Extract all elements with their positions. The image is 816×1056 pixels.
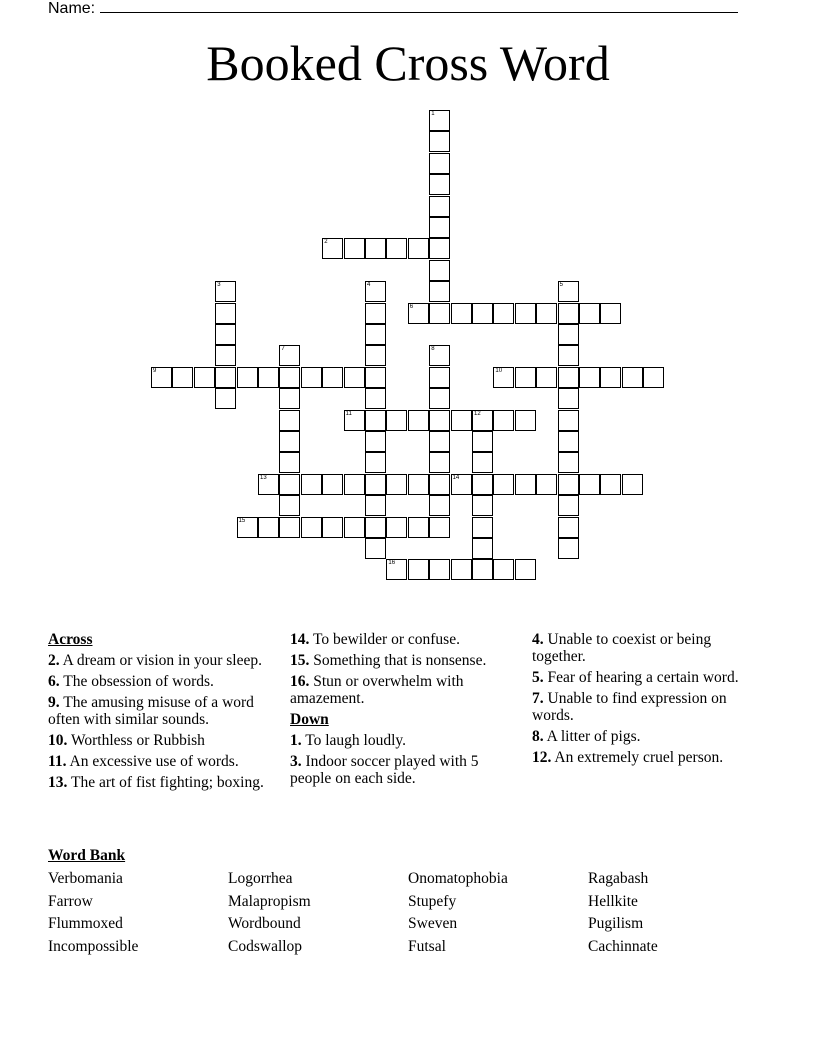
grid-cell[interactable] — [515, 303, 536, 324]
clue-number: 1. — [290, 732, 302, 749]
grid-cell[interactable] — [194, 367, 215, 388]
clue-text: An excessive use of words. — [66, 753, 239, 770]
clue-number: 2. — [48, 652, 60, 669]
word-bank-item: Hellkite — [588, 892, 638, 910]
grid-cell[interactable] — [258, 367, 279, 388]
grid-cell[interactable] — [472, 431, 493, 452]
grid-cell[interactable] — [365, 452, 386, 473]
clue-item — [290, 652, 518, 669]
cell-number: 11 — [345, 410, 352, 417]
clue-text: The art of fist fighting; boxing. — [67, 774, 264, 791]
word-bank-item: Verbomania — [48, 870, 123, 887]
grid-cell[interactable] — [429, 174, 450, 195]
word-bank-item: Malapropism — [228, 892, 311, 910]
grid-cell[interactable] — [579, 367, 600, 388]
grid-cell[interactable] — [558, 388, 579, 409]
cell-number: 9 — [153, 367, 157, 374]
name-label: Name: — [48, 0, 96, 17]
clue-item — [290, 631, 518, 648]
grid-cell[interactable] — [365, 388, 386, 409]
clue-number: 10. — [48, 732, 68, 749]
grid-cell[interactable] — [279, 452, 300, 473]
word-bank-item: Pugilism — [588, 915, 644, 932]
cell-number: 2 — [324, 239, 328, 246]
grid-cell[interactable] — [429, 110, 450, 131]
grid-cell[interactable] — [493, 410, 514, 431]
grid-cell[interactable] — [622, 474, 643, 495]
clue-number: 4. — [532, 631, 544, 648]
grid-cell[interactable] — [215, 324, 236, 345]
grid-cell[interactable] — [429, 196, 450, 217]
grid-cell[interactable] — [451, 303, 472, 324]
clue-number: 15. — [290, 652, 310, 669]
clue-text: To bewilder or confuse. — [309, 631, 460, 648]
grid-cell[interactable] — [344, 367, 365, 388]
grid-cell[interactable] — [515, 367, 536, 388]
grid-cell[interactable] — [558, 538, 579, 559]
clue-text: Fear of hearing a certain word. — [543, 669, 739, 686]
grid-cell[interactable] — [322, 474, 343, 495]
cell-number: 7 — [281, 346, 285, 353]
grid-cell[interactable] — [472, 452, 493, 473]
grid-cell[interactable] — [215, 388, 236, 409]
grid-cell[interactable] — [558, 474, 579, 495]
clue-number: 3. — [290, 753, 302, 770]
grid-cell[interactable] — [386, 559, 407, 580]
clue-item — [532, 749, 764, 766]
grid-cell[interactable] — [558, 517, 579, 538]
grid-cell[interactable] — [365, 517, 386, 538]
clue-number: 7. — [532, 690, 544, 707]
clue-item — [48, 774, 276, 791]
clue-item — [532, 690, 764, 724]
grid-cell[interactable] — [301, 367, 322, 388]
clue-text: A litter of pigs. — [543, 728, 641, 745]
clue-item — [48, 732, 276, 749]
grid-cell[interactable] — [579, 474, 600, 495]
clue-number: 5. — [532, 669, 544, 686]
grid-cell[interactable] — [365, 474, 386, 495]
grid-cell[interactable] — [322, 517, 343, 538]
grid-cell[interactable] — [344, 474, 365, 495]
clue-item — [532, 728, 764, 745]
grid-cell[interactable] — [579, 303, 600, 324]
grid-cell[interactable] — [258, 517, 279, 538]
clue-item — [290, 732, 518, 749]
word-bank-item: Stupefy — [408, 892, 457, 910]
clue-text: Unable to coexist or being together. — [532, 631, 712, 665]
grid-cell[interactable] — [643, 367, 664, 388]
word-bank-item: Logorrhea — [228, 870, 293, 887]
grid-cell[interactable] — [429, 452, 450, 473]
grid-cell[interactable] — [386, 410, 407, 431]
grid-cell[interactable] — [215, 367, 236, 388]
cell-number: 10 — [495, 367, 503, 374]
clue-item — [48, 694, 276, 728]
grid-cell[interactable] — [408, 559, 429, 580]
grid-cell[interactable] — [215, 345, 236, 366]
grid-cell[interactable] — [365, 431, 386, 452]
clues-column-2 — [290, 631, 518, 791]
grid-cell[interactable] — [558, 452, 579, 473]
grid-cell[interactable] — [536, 303, 557, 324]
grid-cell[interactable] — [365, 538, 386, 559]
clue-number: 8. — [532, 728, 544, 745]
grid-cell[interactable] — [493, 474, 514, 495]
grid-cell[interactable] — [558, 281, 579, 302]
grid-cell[interactable] — [429, 303, 450, 324]
grid-cell[interactable] — [344, 517, 365, 538]
grid-cell[interactable] — [515, 410, 536, 431]
grid-cell[interactable] — [151, 367, 172, 388]
grid-cell[interactable] — [408, 517, 429, 538]
clue-item — [48, 652, 276, 669]
grid-cell[interactable] — [279, 474, 300, 495]
clue-number: 14. — [290, 631, 310, 648]
page-title: Booked Cross Word — [206, 35, 610, 91]
clue-text: Indoor soccer played with 5 people on each side. — [290, 753, 479, 787]
word-bank-item: Wordbound — [228, 915, 301, 932]
grid-cell[interactable] — [279, 345, 300, 366]
grid-cell[interactable] — [279, 431, 300, 452]
grid-cell[interactable] — [322, 238, 343, 259]
word-bank-item: Cachinnate — [588, 937, 658, 955]
grid-cell[interactable] — [429, 388, 450, 409]
grid-cell[interactable] — [215, 303, 236, 324]
grid-cell[interactable] — [279, 388, 300, 409]
grid-cell[interactable] — [451, 559, 472, 580]
grid-cell[interactable] — [344, 410, 365, 431]
grid-cell[interactable] — [279, 495, 300, 516]
grid-cell[interactable] — [429, 345, 450, 366]
clue-text: A dream or vision in your sleep. — [59, 652, 262, 669]
grid-cell[interactable] — [558, 431, 579, 452]
clue-text: Unable to find expression on words. — [532, 690, 727, 724]
grid-cell[interactable] — [408, 410, 429, 431]
grid-cell[interactable] — [600, 474, 621, 495]
grid-cell[interactable] — [322, 367, 343, 388]
grid-cell[interactable] — [493, 559, 514, 580]
word-bank-item: Codswallop — [228, 937, 303, 955]
clues-column-3 — [532, 631, 764, 770]
cell-number: 14 — [452, 474, 460, 481]
clue-number: 11. — [48, 753, 67, 770]
grid-cell[interactable] — [493, 303, 514, 324]
grid-cell[interactable] — [472, 303, 493, 324]
grid-cell[interactable] — [429, 281, 450, 302]
grid-cell[interactable] — [429, 495, 450, 516]
clue-item — [532, 669, 764, 686]
grid-cell[interactable] — [622, 367, 643, 388]
grid-cell[interactable] — [429, 474, 450, 495]
grid-cell[interactable] — [365, 281, 386, 302]
cell-number: 4 — [367, 282, 371, 289]
grid-cell[interactable] — [472, 538, 493, 559]
grid-cell[interactable] — [215, 281, 236, 302]
clues-column-1 — [48, 631, 276, 795]
grid-cell[interactable] — [172, 367, 193, 388]
word-bank-title: Word Bank — [48, 847, 126, 864]
grid-cell[interactable] — [365, 495, 386, 516]
grid-cell[interactable] — [386, 517, 407, 538]
grid-cell[interactable] — [429, 217, 450, 238]
grid-cell[interactable] — [344, 238, 365, 259]
grid-cell[interactable] — [558, 410, 579, 431]
grid-cell[interactable] — [429, 153, 450, 174]
clue-text: An extremely cruel person. — [551, 749, 724, 766]
grid-cell[interactable] — [429, 431, 450, 452]
grid-cell[interactable] — [515, 474, 536, 495]
clue-text: The amusing misuse of a word often with similar sounds. — [48, 694, 254, 728]
grid-cell[interactable] — [301, 474, 322, 495]
cell-number: 3 — [217, 282, 221, 289]
clue-item — [290, 753, 518, 787]
grid-cell[interactable] — [279, 517, 300, 538]
clue-number: 12. — [532, 749, 552, 766]
grid-cell[interactable] — [365, 367, 386, 388]
grid-cell[interactable] — [451, 474, 472, 495]
grid-cell[interactable] — [365, 324, 386, 345]
grid-cell[interactable] — [279, 367, 300, 388]
down-heading: Down — [290, 711, 329, 728]
word-bank-item: Futsal — [408, 937, 446, 955]
word-bank-item: Onomatophobia — [408, 870, 508, 887]
grid-cell[interactable] — [600, 303, 621, 324]
clue-text: Something that is nonsense. — [309, 652, 487, 669]
grid-cell[interactable] — [365, 410, 386, 431]
grid-cell[interactable] — [237, 367, 258, 388]
grid-cell[interactable] — [558, 367, 579, 388]
grid-cell[interactable] — [429, 410, 450, 431]
grid-cell[interactable] — [472, 495, 493, 516]
cell-number: 12 — [474, 410, 481, 417]
clue-text: The obsession of words. — [59, 673, 214, 690]
cell-number: 8 — [431, 346, 435, 353]
grid-cell[interactable] — [472, 410, 493, 431]
grid-cell[interactable] — [429, 559, 450, 580]
clue-item — [48, 753, 276, 770]
grid-cell[interactable] — [408, 474, 429, 495]
word-bank-item: Incompossible — [48, 937, 139, 955]
grid-cell[interactable] — [429, 131, 450, 152]
clue-number: 6. — [48, 673, 60, 690]
grid-cell[interactable] — [515, 559, 536, 580]
grid-cell[interactable] — [429, 517, 450, 538]
grid-cell[interactable] — [558, 495, 579, 516]
grid-cell[interactable] — [301, 517, 322, 538]
grid-cell[interactable] — [536, 367, 557, 388]
clue-item — [48, 673, 276, 690]
grid-cell[interactable] — [472, 474, 493, 495]
grid-cell[interactable] — [408, 238, 429, 259]
grid-cell[interactable] — [237, 517, 258, 538]
clue-item — [290, 673, 518, 707]
clue-text: Stun or overwhelm with amazement. — [290, 673, 464, 707]
grid-cell[interactable] — [472, 517, 493, 538]
grid-cell[interactable] — [558, 345, 579, 366]
word-bank-item: Ragabash — [588, 870, 649, 887]
grid-cell[interactable] — [429, 367, 450, 388]
grid-cell[interactable] — [451, 410, 472, 431]
clue-text: To laugh loudly. — [301, 732, 407, 749]
grid-cell[interactable] — [365, 238, 386, 259]
grid-cell[interactable] — [536, 474, 557, 495]
clue-number: 16. — [290, 673, 310, 690]
grid-cell[interactable] — [600, 367, 621, 388]
grid-cell[interactable] — [408, 303, 429, 324]
cell-number: 6 — [409, 303, 414, 310]
clue-number: 9. — [48, 694, 60, 711]
word-bank-item: Farrow — [48, 892, 93, 910]
grid-cell[interactable] — [386, 238, 407, 259]
grid-cell[interactable] — [558, 303, 579, 324]
grid-cell[interactable] — [365, 345, 386, 366]
grid-cell[interactable] — [365, 303, 386, 324]
grid-cell[interactable] — [258, 474, 279, 495]
clue-text: Worthless or Rubbish — [67, 732, 205, 749]
grid-cell[interactable] — [493, 367, 514, 388]
cell-number: 15 — [238, 517, 246, 524]
grid-cell[interactable] — [472, 559, 493, 580]
grid-cell[interactable] — [386, 474, 407, 495]
grid-cell[interactable] — [279, 410, 300, 431]
cell-number: 13 — [260, 474, 267, 481]
cell-number: 1 — [431, 111, 435, 117]
cell-number: 16 — [388, 560, 396, 567]
grid-cell[interactable] — [558, 324, 579, 345]
word-bank-item: Flummoxed — [48, 915, 123, 932]
clue-number: 13. — [48, 774, 68, 791]
cell-number: 5 — [559, 282, 563, 289]
across-heading: Across — [48, 631, 93, 648]
grid-cell[interactable] — [429, 238, 450, 259]
word-bank-item: Sweven — [408, 915, 458, 932]
grid-cell[interactable] — [429, 260, 450, 281]
clue-item — [532, 631, 764, 665]
